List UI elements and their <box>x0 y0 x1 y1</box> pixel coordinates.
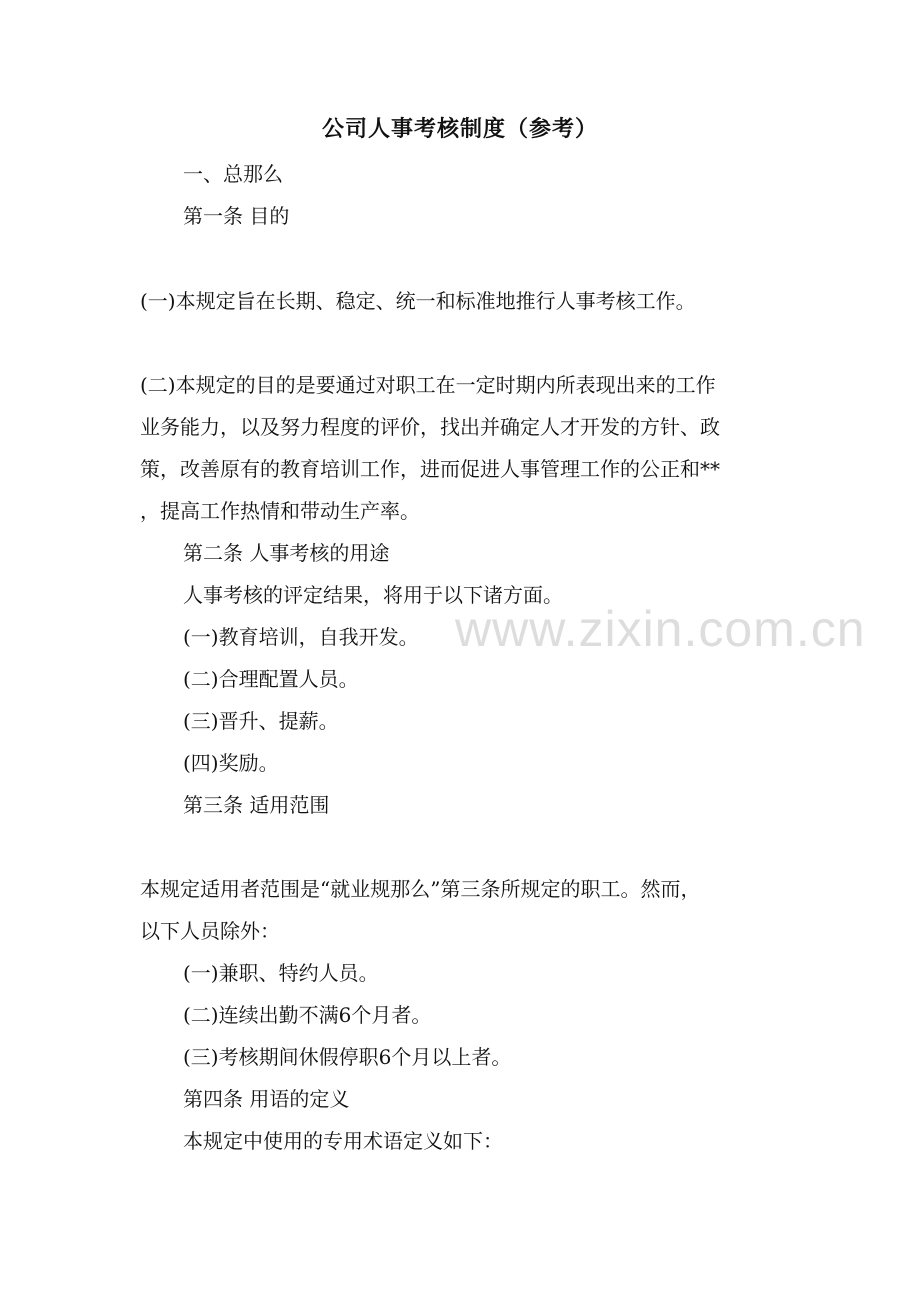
list-item: (一)兼职、特约人员。 <box>183 961 379 985</box>
paragraph-line: (二)本规定的目的是要通过对职工在一定时期内所表现出来的工作 <box>140 373 716 397</box>
list-item: (四)奖励。 <box>183 751 279 775</box>
paragraph-line: (一)本规定旨在长期、稳定、统一和标准地推行人事考核工作。 <box>140 289 696 313</box>
article-heading: 第二条 人事考核的用途 <box>183 541 390 565</box>
watermark-text: www.zixin.com.cn <box>455 601 866 657</box>
paragraph-line: 策，改善原有的教育培训工作，进而促进人事管理工作的公正和** <box>140 457 720 481</box>
list-item: (一)教育培训，自我开发。 <box>183 625 419 649</box>
document-title: 公司人事考核制度（参考） <box>321 116 598 142</box>
paragraph-line: 本规定中使用的专用术语定义如下： <box>183 1129 503 1153</box>
paragraph-line: ，提高工作热情和带动生产率。 <box>140 499 420 523</box>
list-item: (三)考核期间休假停职6个月以上者。 <box>183 1045 512 1069</box>
paragraph-line: 业务能力，以及努力程度的评价，找出并确定人才开发的方针、政 <box>140 415 720 439</box>
article-heading: 第三条 适用范围 <box>183 793 330 817</box>
paragraph-line: 人事考核的评定结果，将用于以下诸方面。 <box>183 583 563 607</box>
list-item: (二)合理配置人员。 <box>183 667 359 691</box>
paragraph-line: 本规定适用者范围是“就业规那么”第三条所规定的职工。然而， <box>140 877 701 901</box>
article-heading: 第一条 目的 <box>183 204 290 228</box>
paragraph-line: 以下人员除外： <box>140 919 280 943</box>
list-item: (二)连续出勤不满6个月者。 <box>183 1003 432 1027</box>
section-heading: 一、总那么 <box>183 162 283 186</box>
list-item: (三)晋升、提薪。 <box>183 709 339 733</box>
article-heading: 第四条 用语的定义 <box>183 1087 350 1111</box>
